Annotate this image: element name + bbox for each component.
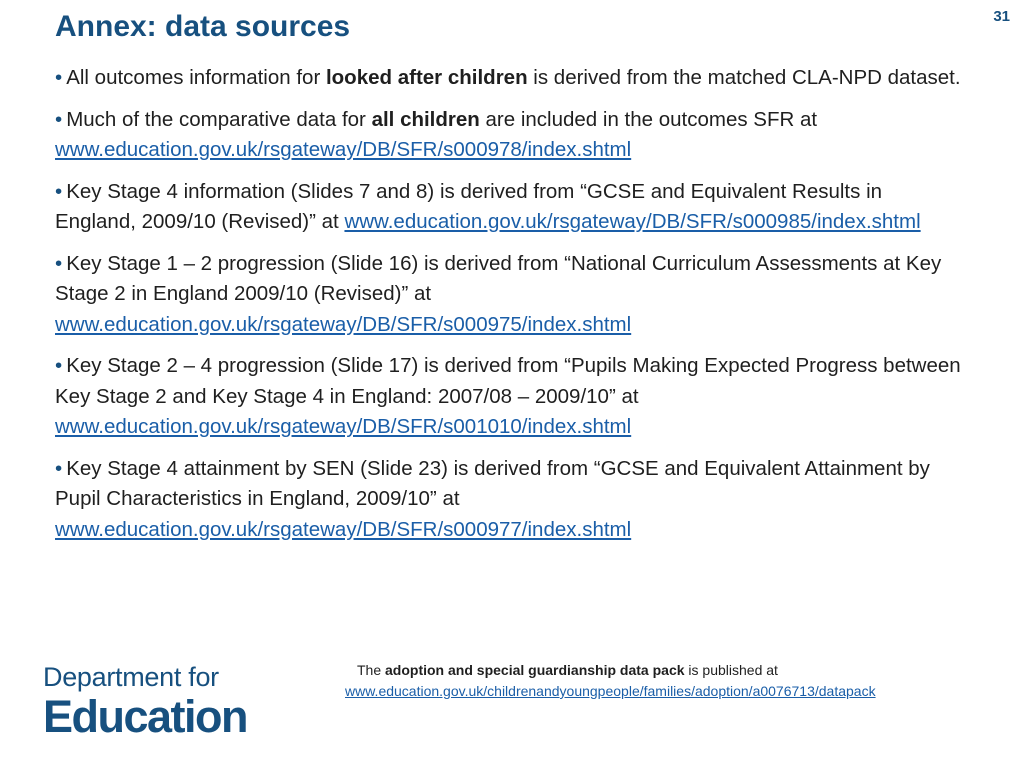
bullet-marker: •: [55, 251, 63, 275]
sfr-s000978-link[interactable]: www.education.gov.uk/rsgateway/DB/SFR/s000978/index.shtml: [55, 138, 632, 161]
footer-text-line: [345, 660, 1015, 681]
footer-bold-text: adoption and special guardianship data pack: [385, 662, 685, 678]
bullet-marker: •: [55, 456, 63, 480]
paragraph-text: All outcomes information for: [66, 66, 326, 89]
paragraph-text: Key Stage 2 – 4 progression (Slide 17) is derived from “Pupils Making Expected Progress between Key Stage 2 and Key Stage 4 in England: 2007/08 – 2009/10” at: [55, 354, 961, 408]
paragraph-text: are included in the outcomes SFR at: [479, 107, 818, 131]
paragraph-text: Key Stage 4 information (Slides 7 and 8) is derived from “GCSE and Equivalent Results in England, 2009/10 (Revised)” at: [55, 179, 883, 233]
sfr-s000985-link[interactable]: www.education.gov.uk/rsgateway/DB/SFR/s000985/index.shtml: [344, 210, 921, 233]
page-title: Annex: data sources: [55, 10, 351, 43]
paragraph-looked-after-children: [55, 63, 965, 94]
bullet-marker: •: [55, 354, 63, 377]
data-sources-list: [55, 63, 965, 556]
footer-text: is published at: [684, 662, 778, 678]
paragraph-key-stage-4: [55, 177, 965, 238]
paragraph-text: Key Stage 4 attainment by SEN (Slide 23) is derived from “GCSE and Equivalent Attainment by Pupil Characteristics in England, 2009/10” at: [55, 456, 930, 510]
slide-number: 31: [993, 8, 1010, 25]
paragraph-text: is derived from the matched CLA-NPD dataset.: [527, 66, 961, 89]
bullet-marker: •: [55, 179, 63, 203]
paragraph-key-stage-2-4-progression: [55, 351, 965, 443]
bullet-marker: •: [55, 66, 63, 89]
paragraph-text: Key Stage 1 – 2 progression (Slide 16) is derived from “National Curriculum Assessments at Key Stage 2 in England 2009/10 (Revised)” at: [55, 251, 942, 305]
sfr-s001010-link[interactable]: www.education.gov.uk/rsgateway/DB/SFR/s001010/index.shtml: [55, 415, 632, 438]
department-for-education-logo: [43, 660, 283, 740]
footer-link-line: [345, 681, 1015, 702]
paragraph-bold-text: looked after children: [325, 66, 528, 89]
sfr-s000975-link[interactable]: www.education.gov.uk/rsgateway/DB/SFR/s000975/index.shtml: [55, 312, 632, 336]
paragraph-all-children: [55, 105, 965, 166]
bullet-marker: •: [55, 107, 63, 131]
sfr-s000977-link[interactable]: www.education.gov.uk/rsgateway/DB/SFR/s000977/index.shtml: [55, 517, 632, 541]
paragraph-bold-text: all children: [371, 107, 480, 131]
logo-line-department-for: Department for: [43, 662, 219, 692]
logo-line-education: Education: [43, 691, 248, 742]
paragraph-key-stage-4-sen: [55, 454, 965, 546]
datapack-footer-note: [345, 660, 1015, 702]
adoption-datapack-link[interactable]: www.education.gov.uk/childrenandyoungpeople/families/adoption/a0076713/datapack: [345, 683, 876, 699]
paragraph-key-stage-1-2-progression: [55, 249, 965, 341]
paragraph-text: Much of the comparative data for: [66, 107, 372, 131]
footer-text: The: [357, 662, 386, 678]
